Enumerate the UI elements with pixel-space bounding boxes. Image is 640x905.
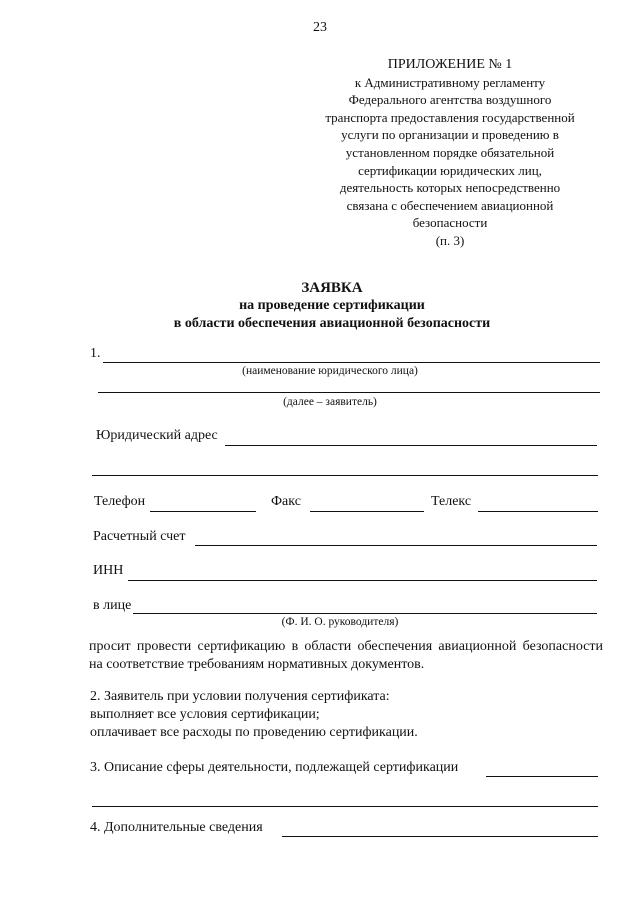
entity-name-field[interactable] xyxy=(103,362,600,363)
appendix-line: к Административному регламенту xyxy=(354,74,546,90)
request-paragraph xyxy=(89,638,603,674)
telex-field[interactable] xyxy=(478,511,598,512)
appendix-line: безопасности xyxy=(412,215,488,231)
item2-paragraph xyxy=(90,688,605,742)
appendix-header xyxy=(300,56,600,250)
request-line: просит провести сертификацию в области обеспечения авиационной безопасности xyxy=(89,639,603,654)
request-line: на соответствие требованиям нормативных документов. xyxy=(89,657,425,672)
activity-field[interactable] xyxy=(486,776,598,777)
applicant-caption: (далее – заявитель) xyxy=(283,396,377,408)
page-number: 23 xyxy=(313,20,327,35)
legal-address-label: Юридический адрес xyxy=(96,428,218,443)
form-subtitle: в области обеспечения авиационной безопасности xyxy=(173,316,491,331)
inn-label: ИНН xyxy=(93,563,124,578)
fax-label: Факс xyxy=(271,494,301,509)
item1-number: 1. xyxy=(90,346,101,361)
activity-field-line2[interactable] xyxy=(92,806,598,807)
appendix-line: Федерального агентства воздушного xyxy=(348,92,552,108)
form-subtitle: на проведение сертификации xyxy=(239,298,425,313)
account-label: Расчетный счет xyxy=(93,529,186,544)
person-label: в лице xyxy=(93,598,132,613)
form-title: ЗАЯВКА xyxy=(301,280,363,296)
appendix-line: транспорта предоставления государственной xyxy=(325,109,575,125)
item3-label: 3. Описание сферы деятельности, подлежащей сертификации xyxy=(90,760,459,775)
appendix-line: услуги по организации и проведению в xyxy=(341,127,559,143)
telex-label: Телекс xyxy=(431,494,472,509)
entity-name-field-line2[interactable] xyxy=(98,392,600,393)
appendix-line: деятельность которых непосредственно xyxy=(339,180,561,196)
account-field[interactable] xyxy=(195,545,597,546)
appendix-line: (п. 3) xyxy=(435,232,465,248)
appendix-line: установленном порядке обязательной xyxy=(345,144,555,160)
inn-field[interactable] xyxy=(128,580,597,581)
item2-line: выполняет все условия сертификации; xyxy=(90,707,320,722)
phone-label: Телефон xyxy=(94,494,146,509)
appendix-line: ПРИЛОЖЕНИЕ № 1 xyxy=(387,57,513,72)
appendix-line: сертификации юридических лиц, xyxy=(358,162,542,178)
phone-field[interactable] xyxy=(150,511,256,512)
person-field[interactable] xyxy=(133,613,597,614)
item4-label: 4. Дополнительные сведения xyxy=(90,820,263,835)
head-caption: (Ф. И. О. руководителя) xyxy=(281,616,399,628)
appendix-line: связана с обеспечением авиационной xyxy=(346,197,554,213)
entity-name-caption: (наименование юридического лица) xyxy=(242,365,418,377)
legal-address-field-line2[interactable] xyxy=(92,475,598,476)
legal-address-field[interactable] xyxy=(225,445,597,446)
item2-line: оплачивает все расходы по проведению сертификации. xyxy=(90,725,418,740)
fax-field[interactable] xyxy=(310,511,424,512)
additional-info-field[interactable] xyxy=(282,836,598,837)
form-title-block xyxy=(0,279,640,333)
item2-line: 2. Заявитель при условии получения сертификата: xyxy=(90,689,390,704)
